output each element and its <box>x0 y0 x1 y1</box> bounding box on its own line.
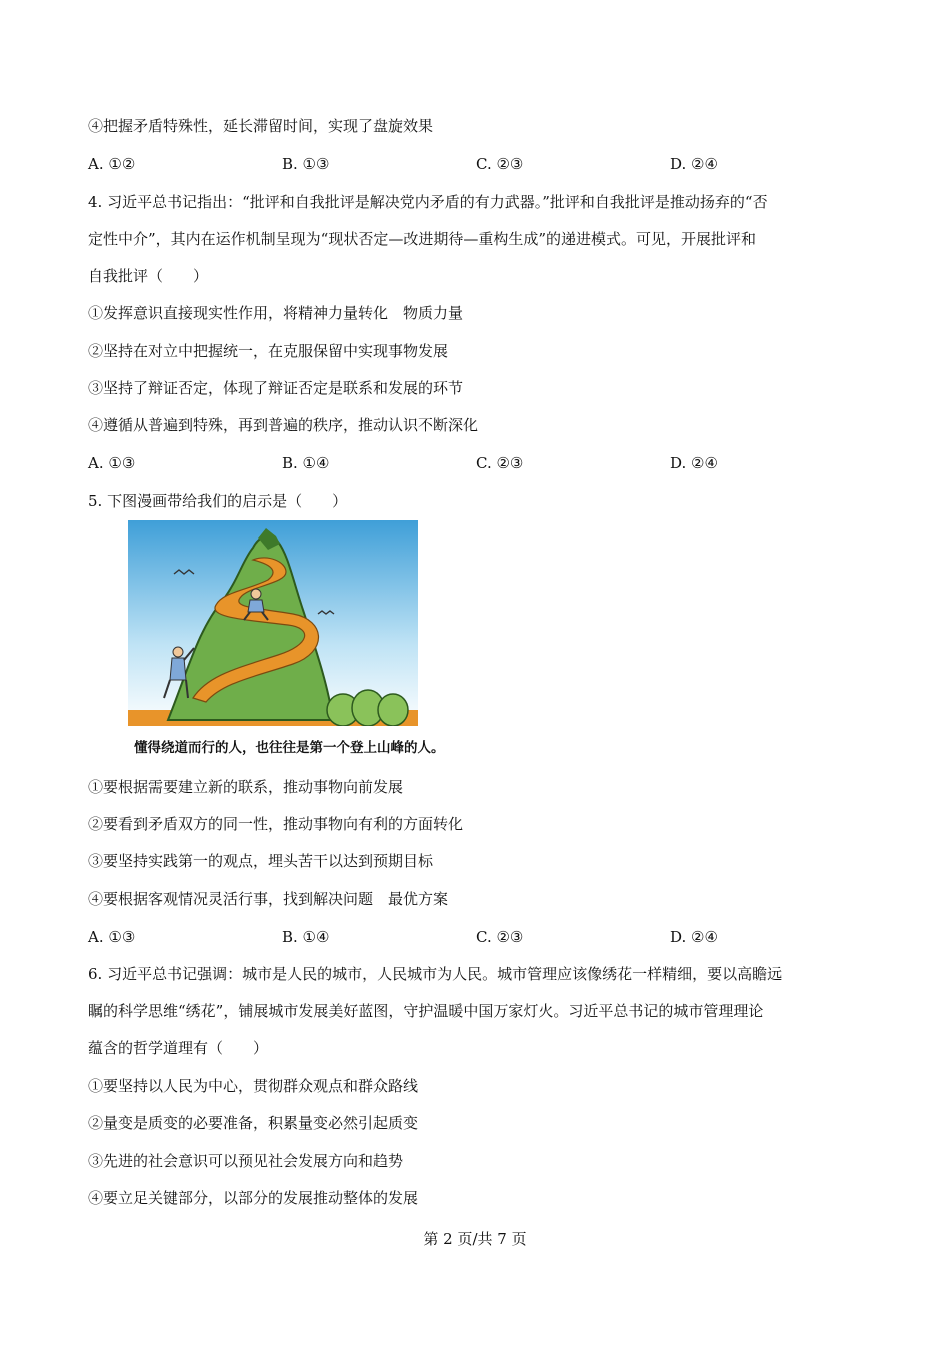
cartoon-caption: 懂得绕道而行的人，也往往是第一个登上山峰的人。 <box>134 740 445 756</box>
q4-option-d: D. ②④ <box>670 454 718 472</box>
q4-option-c: C. ②③ <box>476 454 524 472</box>
q5-option-d: D. ②④ <box>670 928 718 946</box>
q6-item-3: ③先进的社会意识可以预见社会发展方向和趋势 <box>88 1152 404 1170</box>
q6-stem-line-3: 蕴含的哲学道理有（ ） <box>88 1039 269 1057</box>
q4-option-a: A. ①③ <box>88 454 136 472</box>
q5-item-4: ④要根据客观情况灵活行事，找到解决问题 最优方案 <box>88 890 449 908</box>
page-footer: 第 2 页/共 7 页 <box>423 1230 527 1248</box>
q5-stem: 5. 下图漫画带给我们的启示是（ ） <box>88 492 348 510</box>
q4-stem-line-1: 4. 习近平总书记指出：“批评和自我批评是解决党内矛盾的有力武器。”批评和自我批评是推动扬弃的“否 <box>88 193 768 211</box>
q4-item-1: ①发挥意识直接现实性作用，将精神力量转化 物质力量 <box>88 304 464 322</box>
q4-stem-line-3: 自我批评（ ） <box>88 267 209 285</box>
q5-item-1: ①要根据需要建立新的联系，推动事物向前发展 <box>88 778 404 796</box>
q4-option-b: B. ①④ <box>282 454 330 472</box>
q3-item-4: ④把握矛盾特殊性，延长滞留时间，实现了盘旋效果 <box>88 117 434 135</box>
q4-stem-line-2: 定性中介”，其内在运作机制呈现为“现状否定—改进期待—重构生成”的递进模式。可见，开展批评和 <box>88 230 757 248</box>
q5-item-2: ②要看到矛盾双方的同一性，推动事物向有利的方面转化 <box>88 815 464 833</box>
q4-item-4: ④遵循从普遍到特殊，再到普遍的秩序，推动认识不断深化 <box>88 416 479 434</box>
q6-stem-line-1: 6. 习近平总书记强调：城市是人民的城市，人民城市为人民。城市管理应该像绣花一样精细，要以高瞻远 <box>88 965 783 983</box>
q4-item-2: ②坚持在对立中把握统一，在克服保留中实现事物发展 <box>88 342 449 360</box>
q3-option-b: B. ①③ <box>282 155 330 173</box>
q6-item-1: ①要坚持以人民为中心，贯彻群众观点和群众路线 <box>88 1077 419 1095</box>
q5-option-a: A. ①③ <box>88 928 136 946</box>
q3-option-d: D. ②④ <box>670 155 718 173</box>
q3-option-c: C. ②③ <box>476 155 524 173</box>
q4-item-3: ③坚持了辩证否定，体现了辩证否定是联系和发展的环节 <box>88 379 464 397</box>
q5-item-3: ③要坚持实践第一的观点，埋头苦干以达到预期目标 <box>88 852 434 870</box>
q6-stem-line-2: 瞩的科学思维“绣花”，铺展城市发展美好蓝图，守护温暖中国万家灯火。习近平总书记的城市管理理论 <box>88 1002 764 1020</box>
q5-option-b: B. ①④ <box>282 928 330 946</box>
mountain-cartoon-illustration <box>128 520 458 758</box>
q5-option-c: C. ②③ <box>476 928 524 946</box>
bushes <box>327 690 408 726</box>
q3-option-a: A. ①② <box>88 155 136 173</box>
q6-item-4: ④要立足关键部分，以部分的发展推动整体的发展 <box>88 1189 419 1207</box>
q6-item-2: ②量变是质变的必要准备，积累量变必然引起质变 <box>88 1114 419 1132</box>
